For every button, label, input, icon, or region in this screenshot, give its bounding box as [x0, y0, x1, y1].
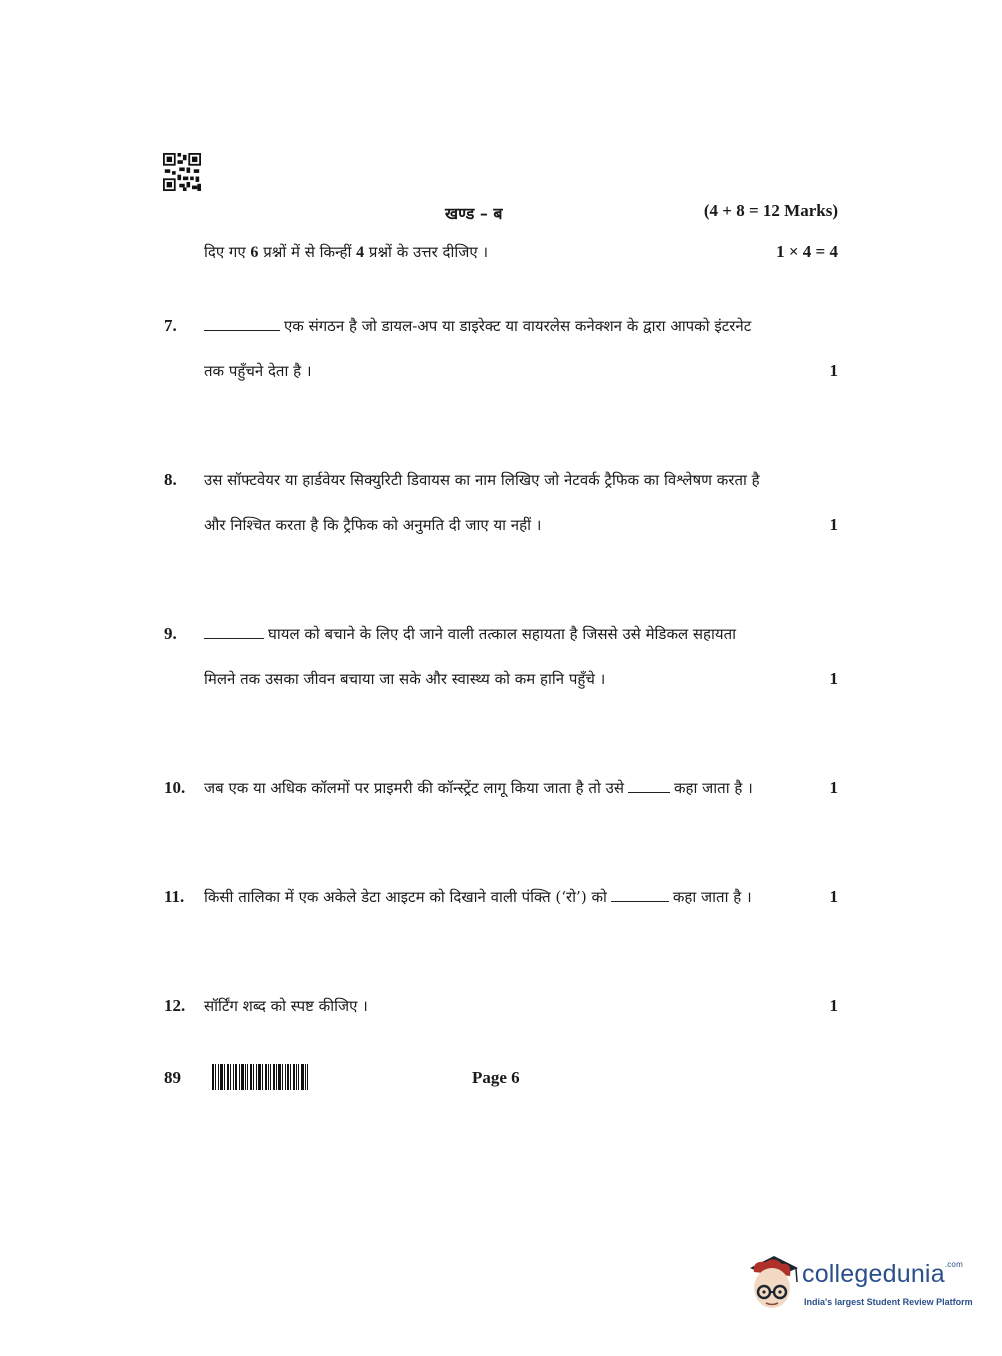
page-number: Page 6 — [472, 1068, 520, 1087]
question-text: एक संगठन है जो डायल-अप या डाइरेक्ट या वायरलेस कनेक्शन के द्वारा आपको इंटरनेट — [204, 316, 751, 336]
collegedunia-mascot-icon — [744, 1252, 802, 1312]
collegedunia-logo-text: collegedunia$^{.com}$ — [802, 1260, 963, 1288]
question-marks: 1 — [829, 887, 838, 906]
answer-blank — [611, 900, 669, 902]
question-number: 10. — [164, 778, 186, 797]
question-text: मिलने तक उसका जीवन बचाया जा सके और स्वास्थ्य को कम हानि पहुँचे । — [204, 670, 606, 688]
answer-blank — [204, 637, 264, 639]
question-text: घायल को बचाने के लिए दी जाने वाली तत्काल सहायता है जिससे उसे मेडिकल सहायता — [204, 624, 736, 644]
question-marks: 1 — [829, 515, 838, 534]
question-text: तक पहुँचने देता है । — [204, 362, 312, 380]
question-marks: 1 — [829, 361, 838, 380]
answer-blank — [204, 329, 280, 331]
question-text: किसी तालिका में एक अकेले डेटा आइटम को दिखाने वाली पंक्ति (‘रो’) को कहा जाता है । — [204, 888, 752, 906]
paper-code: 89 — [164, 1068, 181, 1087]
question-text: सॉर्टिंग शब्द को स्पष्ट कीजिए । — [204, 997, 368, 1015]
question-number: 11. — [164, 887, 185, 906]
section-instruction: दिए गए 6 प्रश्नों में से किन्हीं 4 प्रश्नों के उत्तर दीजिए । — [204, 243, 489, 261]
question-number: 12. — [164, 996, 186, 1015]
section-marks: (4 + 8 = 12 Marks) — [703, 201, 838, 220]
question-text: जब एक या अधिक कॉलमों पर प्राइमरी की कॉन्स्ट्रेंट लागू किया जाता है तो उसे कहा जाता है । — [204, 779, 753, 797]
qr-code-icon — [163, 153, 201, 191]
question-text: और निश्चित करता है कि ट्रैफिक को अनुमति दी जाए या नहीं । — [204, 516, 542, 534]
question-number: 7. — [164, 316, 177, 335]
instruction-marks: 1 × 4 = 4 — [776, 242, 838, 261]
section-title: खण्ड – ब — [445, 204, 503, 223]
question-text: उस सॉफ्टवेयर या हार्डवेयर सिक्युरिटी डिवायस का नाम लिखिए जो नेटवर्क ट्रैफिक का विश्लेषण करता है — [204, 471, 760, 489]
question-marks: 1 — [829, 669, 838, 688]
answer-blank — [628, 791, 670, 793]
question-marks: 1 — [829, 996, 838, 1015]
question-number: 9. — [164, 624, 177, 643]
collegedunia-tagline: India's largest Student Review Platform — [804, 1297, 973, 1307]
question-marks: 1 — [829, 778, 838, 797]
question-number: 8. — [164, 470, 177, 489]
barcode-icon — [212, 1064, 308, 1090]
